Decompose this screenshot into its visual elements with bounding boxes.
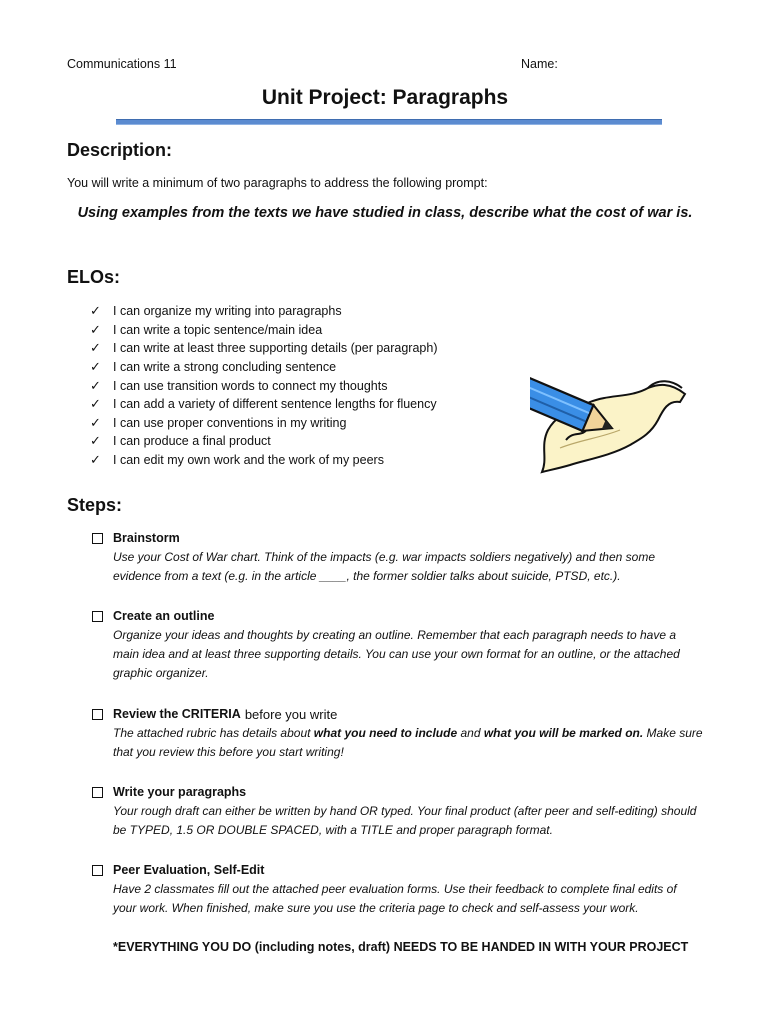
step-title: Brainstorm <box>113 531 180 545</box>
step-review-criteria <box>92 705 703 762</box>
elo-item: ✓ I can add a variety of different sentence lengths for fluency <box>90 396 437 412</box>
checkmark-icon: ✓ <box>90 396 101 412</box>
empty-checkbox-icon[interactable] <box>92 611 103 622</box>
step-brainstorm <box>92 529 703 586</box>
empty-checkbox-icon[interactable] <box>92 533 103 544</box>
checkmark-icon: ✓ <box>90 340 101 356</box>
step-body: Use your Cost of War chart. Think of the impacts (e.g. war impacts soldiers negatively) and then some evidence from a text (e.g. in the article ____, the former soldier talks about suicide, PTSD, etc.). <box>113 550 656 583</box>
step-body: Organize your ideas and thoughts by creating an outline. Remember that each paragraph needs to have a main idea and at least three supporting details. You can use your own format for an outline, or the attached graphic organizer. <box>113 628 680 680</box>
step-peer-evaluation <box>92 861 703 918</box>
steps-heading: Steps: <box>67 495 123 515</box>
empty-checkbox-icon[interactable] <box>92 865 103 876</box>
page-title: Unit Project: Paragraphs <box>261 86 509 109</box>
checkmark-icon: ✓ <box>90 433 101 449</box>
writing-prompt: Using examples from the texts we have studied in class, describe what the cost of war is. <box>77 205 693 221</box>
step-title: Write your paragraphs <box>113 785 247 799</box>
step-body: Have 2 classmates fill out the attached peer evaluation forms. Use their feedback to complete final edits of your work. When finished, make sure you use the criteria page to check and self-assess your work. <box>113 882 677 915</box>
elo-item: ✓ I can use transition words to connect my thoughts <box>90 377 388 393</box>
elo-item: ✓ I can write a topic sentence/main idea <box>90 321 323 337</box>
checkmark-icon: ✓ <box>90 321 101 337</box>
description-heading: Description: <box>67 140 173 160</box>
pencil-writing-icon <box>530 270 690 475</box>
empty-checkbox-icon[interactable] <box>92 709 103 720</box>
elo-list <box>90 302 437 469</box>
step-body: Your rough draft can either be written by hand OR typed. Your final product (after peer and self-editing) should be TYPED, 1.5 OR DOUBLE SPACED, with a TITLE and proper paragraph format. <box>113 804 697 837</box>
course-label: Communications 11 <box>67 57 177 71</box>
step-body: The attached rubric has details about what you need to include and what you will be marked on. Make sure that you review this before you start writing! <box>113 726 703 759</box>
description-text: You will write a minimum of two paragraphs to address the following prompt: <box>67 176 488 190</box>
step-title: Review the CRITERIA <box>113 707 241 721</box>
empty-checkbox-icon[interactable] <box>92 787 103 798</box>
checkmark-icon: ✓ <box>90 359 101 375</box>
step-title-suffix: before you write <box>244 706 338 722</box>
step-title: Create an outline <box>113 609 215 623</box>
elo-item: ✓ I can produce a final product <box>90 433 271 449</box>
final-note: *EVERYTHING YOU DO (including notes, draft) NEEDS TO BE HANDED IN WITH YOUR PROJECT <box>113 940 689 954</box>
name-label: Name: <box>521 57 558 71</box>
step-title: Peer Evaluation, Self-Edit <box>113 863 265 877</box>
checkmark-icon: ✓ <box>90 414 101 430</box>
elo-item: ✓ I can edit my own work and the work of my peers <box>90 452 384 468</box>
step-outline <box>92 607 703 683</box>
elos-heading: ELOs: <box>67 267 121 287</box>
elo-item: ✓ I can write at least three supporting details (per paragraph) <box>90 340 438 356</box>
elo-item: ✓ I can use proper conventions in my writing <box>90 414 347 430</box>
checkmark-icon: ✓ <box>90 303 101 319</box>
checkmark-icon: ✓ <box>90 377 101 393</box>
checkmark-icon: ✓ <box>90 452 101 468</box>
elo-item: ✓ I can organize my writing into paragraphs <box>90 303 342 319</box>
step-write-paragraphs <box>92 783 703 840</box>
title-divider <box>116 119 662 125</box>
elo-item: ✓ I can write a strong concluding sentence <box>90 359 337 375</box>
